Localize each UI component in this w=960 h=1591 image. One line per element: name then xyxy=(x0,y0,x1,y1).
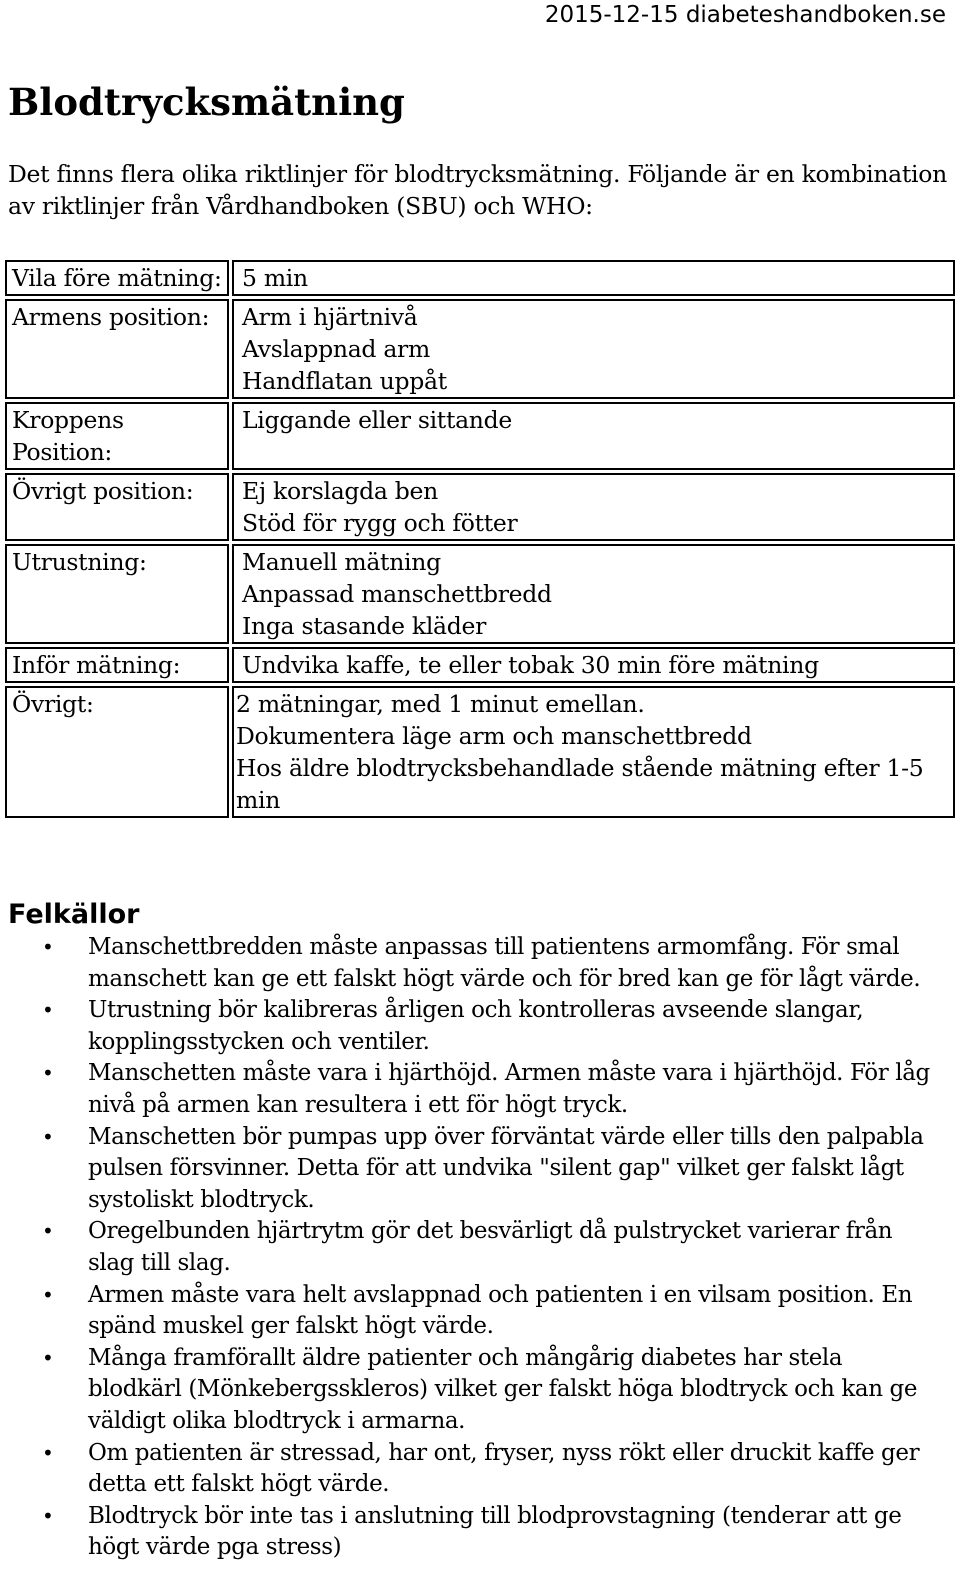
row-value xyxy=(232,686,955,818)
value-line: Anpassad manschettbredd xyxy=(242,580,552,608)
list-item-text: Blodtryck bör inte tas i anslutning till blodprovstagning (tenderar att ge högt värde pga stress) xyxy=(88,1502,902,1561)
row-value xyxy=(232,544,955,644)
value-line: Dokumentera läge arm och manschettbredd xyxy=(236,722,752,750)
list-item xyxy=(42,1058,940,1121)
row-value xyxy=(232,473,955,541)
value-line: Avslappnad arm xyxy=(242,335,430,363)
list-item xyxy=(42,1122,940,1217)
guidelines-table-body xyxy=(5,260,955,818)
value-line: Hos äldre blodtrycksbehandlade stående mätning efter 1-5 min xyxy=(236,754,924,814)
table-row xyxy=(5,544,955,644)
row-label: Kroppens Position: xyxy=(5,402,229,470)
row-value xyxy=(232,260,955,296)
list-item xyxy=(42,1280,940,1343)
bullet-icon: • xyxy=(42,1061,54,1086)
table-row xyxy=(5,260,955,296)
table-row xyxy=(5,299,955,399)
row-label: Vila före mätning: xyxy=(5,260,229,296)
row-value xyxy=(232,402,955,470)
list-item-text: Utrustning bör kalibreras årligen och kontrolleras avseende slangar, kopplingsstycken och ventiler. xyxy=(88,997,864,1055)
list-item-text: Om patienten är stressad, har ont, fryser, nyss rökt eller druckit kaffe ger detta ett falskt högt värde. xyxy=(88,1439,920,1498)
row-label: Inför mätning: xyxy=(5,647,229,683)
list-item-text: Manschetten bör pumpas upp över förväntat värde eller tills den palpabla pulsen försvinner. Detta för att undvika "silent gap" vilket ger falskt lågt systoliskt blodtryck. xyxy=(88,1123,924,1213)
list-item xyxy=(42,1216,940,1279)
bullet-icon: • xyxy=(42,1282,54,1307)
list-item-text: Manschetten måste vara i hjärthöjd. Armen måste vara i hjärthöjd. För låg nivå på armen kan resultera i ett för högt tryck. xyxy=(88,1060,930,1118)
table-row xyxy=(5,402,955,470)
row-value xyxy=(232,299,955,399)
bullet-icon: • xyxy=(42,1345,54,1370)
value-line: Handflatan uppåt xyxy=(242,367,447,395)
value-line: 2 mätningar, med 1 minut emellan. xyxy=(236,690,645,718)
table-row xyxy=(5,647,955,683)
list-item-text: Armen måste vara helt avslappnad och patienten i en vilsam position. En spänd muskel ger falskt högt värde. xyxy=(88,1281,913,1340)
measurement-guidelines-table xyxy=(2,257,958,821)
value-line: 5 min xyxy=(242,264,308,292)
felkallor-list xyxy=(0,932,940,1564)
list-item-text: Oregelbunden hjärtrytm gör det besvärligt då pulstrycket varierar från slag till slag. xyxy=(88,1218,893,1276)
value-line: Stöd för rygg och fötter xyxy=(242,509,518,537)
page-title: Blodtrycksmätning xyxy=(8,80,405,124)
list-item xyxy=(42,1343,940,1438)
list-item xyxy=(42,1501,940,1564)
row-label: Armens position: xyxy=(5,299,229,399)
intro-paragraph: Det finns flera olika riktlinjer för blodtrycksmätning. Följande är en kombination av riktlinjer från Vårdhandboken (SBU) och WHO: xyxy=(8,160,947,220)
value-line: Ej korslagda ben xyxy=(242,477,438,505)
bullet-icon: • xyxy=(42,935,54,959)
table-row xyxy=(5,686,955,818)
bullet-icon: • xyxy=(42,1124,54,1149)
list-item xyxy=(42,932,940,995)
row-value xyxy=(232,647,955,683)
bullet-icon: • xyxy=(42,1219,54,1244)
list-item xyxy=(42,1438,940,1501)
felkallor-heading: Felkällor xyxy=(8,899,140,930)
value-line: Undvika kaffe, te eller tobak 30 min före mätning xyxy=(242,651,819,679)
value-line: Arm i hjärtnivå xyxy=(242,303,418,331)
bullet-icon: • xyxy=(42,1440,54,1465)
value-line: Inga stasande kläder xyxy=(242,612,487,640)
value-line: Manuell mätning xyxy=(242,548,441,576)
list-item-text: Många framförallt äldre patienter och mångårig diabetes har stela blodkärl (Mönkebergsskleros) vilket ger falskt höga blodtryck och kan ge väldigt olika blodtryck i armarna. xyxy=(88,1344,918,1434)
row-label: Övrigt position: xyxy=(5,473,229,541)
bullet-icon: • xyxy=(42,998,54,1023)
list-item xyxy=(42,995,940,1058)
bullet-icon: • xyxy=(42,1503,54,1528)
table-row xyxy=(5,473,955,541)
header-site: diabeteshandboken.se xyxy=(685,2,946,28)
row-label: Övrigt: xyxy=(5,686,229,818)
row-label: Utrustning: xyxy=(5,544,229,644)
header-date: 2015-12-15 xyxy=(544,2,679,28)
value-line: Liggande eller sittande xyxy=(242,406,512,434)
list-item-text: Manschettbredden måste anpassas till patientens armomfång. För smal manschett kan ge ett falskt högt värde och för bred kan ge för lågt värde. xyxy=(88,934,921,992)
page-header-meta xyxy=(545,0,946,30)
